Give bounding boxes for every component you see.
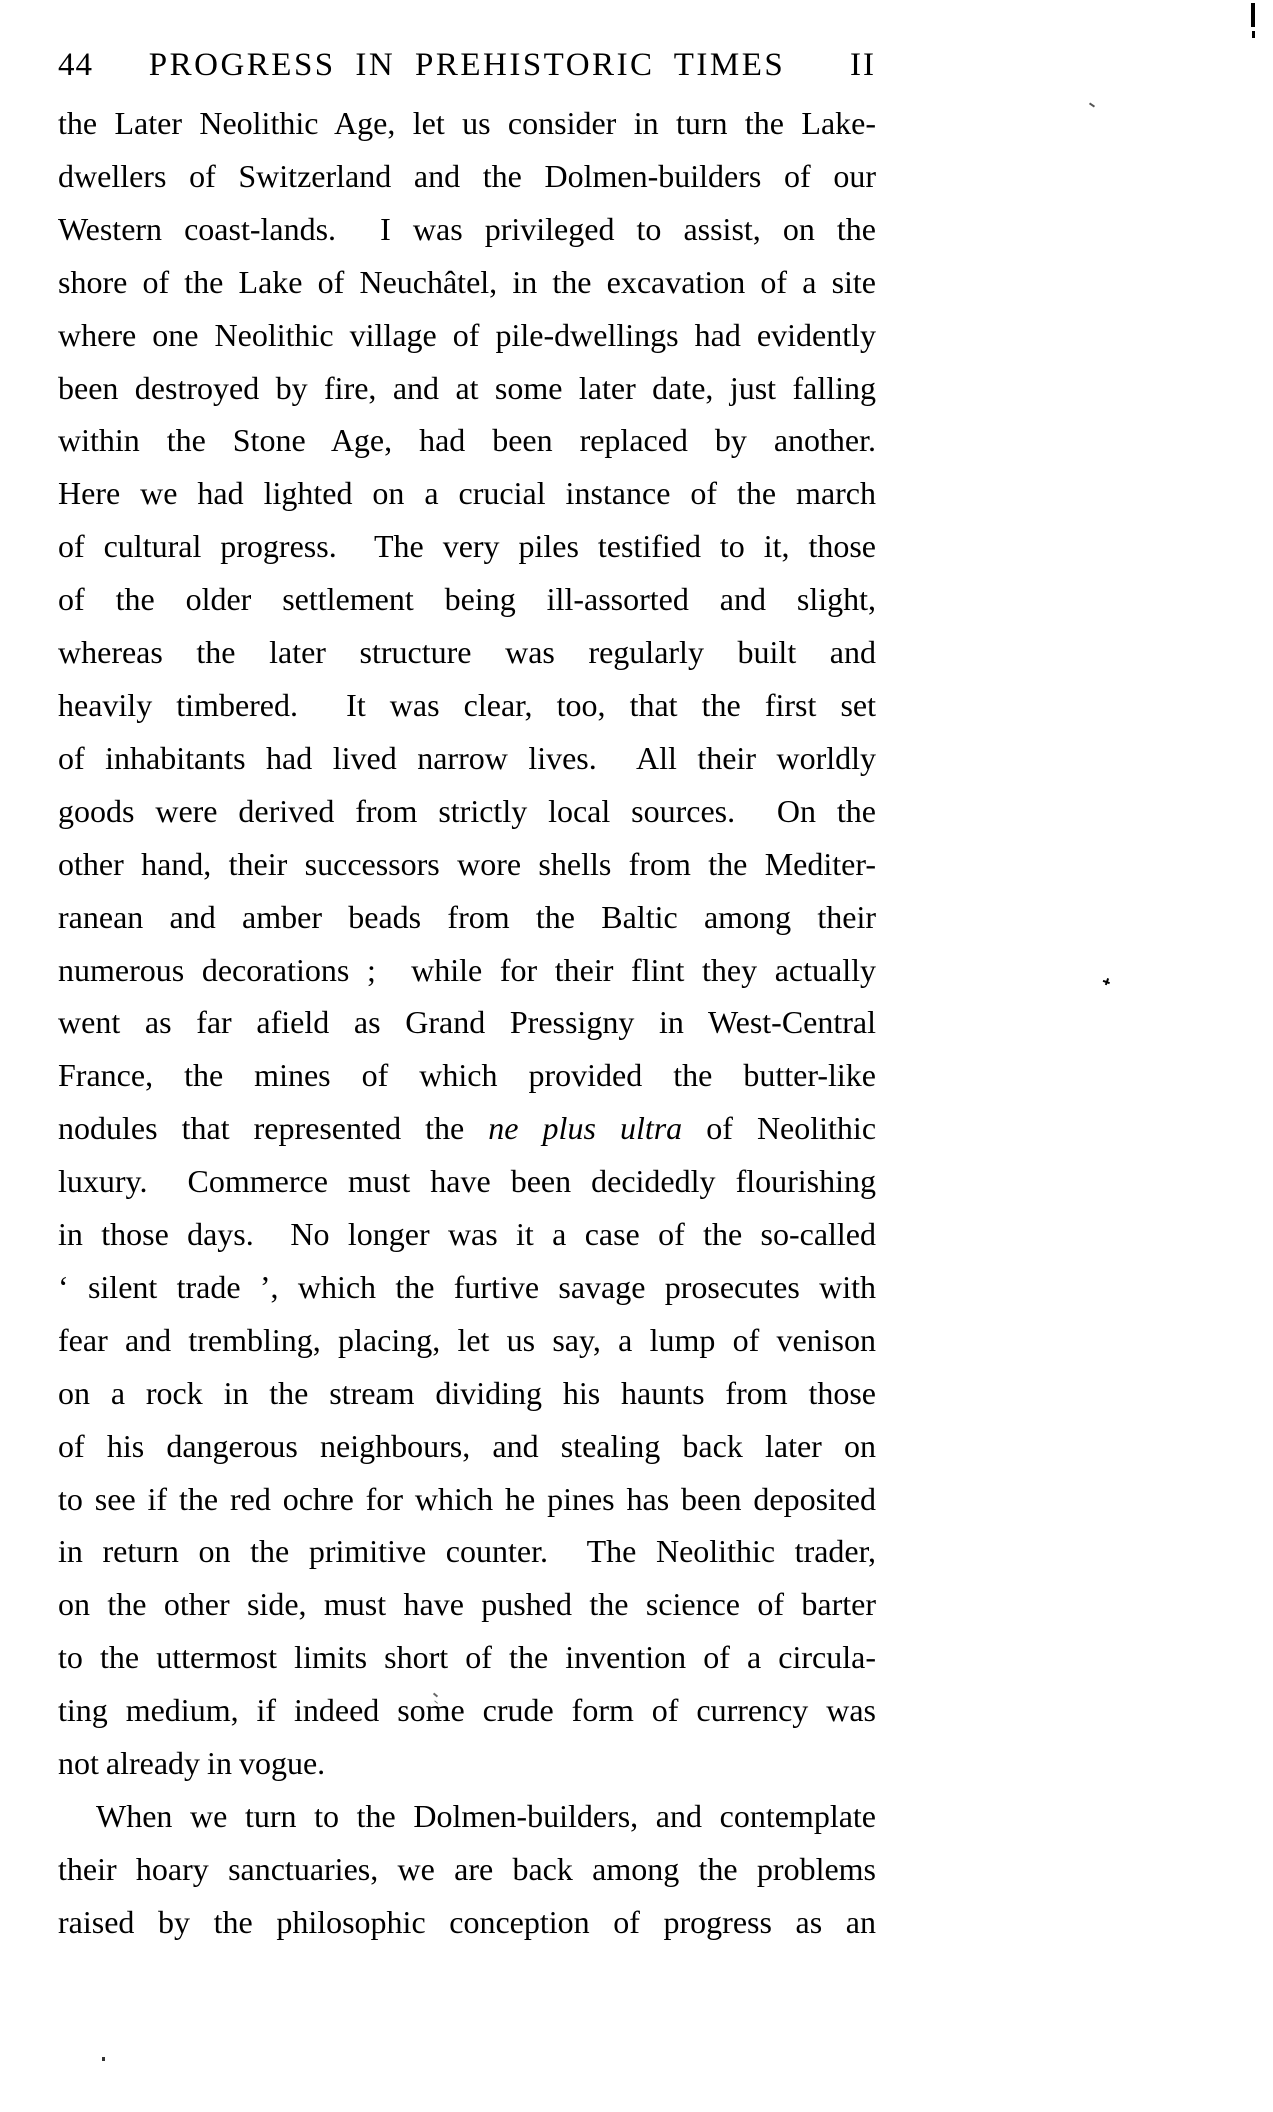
text-line (58, 362, 876, 415)
text-line (58, 309, 876, 362)
text-line (58, 1790, 876, 1843)
text-segment: of Neolithic (682, 1110, 877, 1147)
text-line (58, 1896, 876, 1949)
text-segment: heavily timbered. It was clear, too, that the first set (58, 686, 876, 723)
scan-artifact-dot (102, 2057, 105, 2061)
text-line (58, 1049, 876, 1102)
text-line (58, 1473, 876, 1526)
text-line (58, 679, 876, 732)
text-segment: numerous decorations ; while for their flint they actually (58, 951, 876, 988)
text-line (58, 1420, 876, 1473)
text-segment: their hoary sanctuaries, we are back among the problems (58, 1850, 876, 1887)
text-line (58, 520, 876, 573)
text-line (58, 1684, 876, 1737)
text-line (58, 891, 876, 944)
text-segment: where one Neolithic village of pile-dwellings had evidently (58, 316, 876, 353)
text-segment: other hand, their successors wore shells from the Mediter- (58, 845, 876, 882)
text-line (58, 150, 876, 203)
text-segment: luxury. Commerce must have been decidedly flourishing (58, 1163, 876, 1200)
text-line (58, 1631, 876, 1684)
text-segment: whereas the later structure was regularly built and (58, 634, 876, 671)
text-line (58, 1525, 876, 1578)
text-segment: to the uttermost limits short of the invention of a circula- (58, 1639, 876, 1676)
text-segment: Western coast-lands. I was privileged to assist, on the (58, 210, 876, 247)
text-line (58, 838, 876, 891)
text-line (58, 626, 876, 679)
text-segment: in return on the primitive counter. The Neolithic trader, (58, 1533, 876, 1570)
text-line (58, 785, 876, 838)
text-segment: France, the mines of which provided the butter-like (58, 1057, 876, 1094)
text-segment: ‘ silent trade ’, which the furtive savage prosecutes with (58, 1268, 876, 1305)
text-line (58, 203, 876, 256)
text-line (58, 97, 876, 150)
page-number: 44 (58, 47, 93, 83)
chapter-numeral: II (850, 47, 876, 83)
text-line (58, 1578, 876, 1631)
text-segment: When we turn to the Dolmen-builders, and contemplate (96, 1798, 876, 1834)
text-line (58, 467, 876, 520)
text-line (58, 573, 876, 626)
running-header (58, 44, 876, 86)
body-text (58, 97, 876, 1949)
text-segment: fear and trembling, placing, let us say, a lump of venison (58, 1321, 876, 1358)
text-line (58, 996, 876, 1049)
text-line (58, 1367, 876, 1420)
text-segment: on the other side, must have pushed the science of barter (58, 1586, 876, 1623)
scan-artifact-tick (1089, 102, 1095, 107)
text-segment: the Later Neolithic Age, let us consider in turn the Lake- (58, 105, 876, 141)
text-segment: went as far afield as Grand Pressigny in West-Central (58, 1004, 876, 1041)
text-line (58, 1261, 876, 1314)
text-segment: to see if the red ochre for which he pines has been deposited (58, 1480, 876, 1517)
text-segment: of his dangerous neighbours, and stealing back later on (58, 1427, 876, 1464)
text-segment: Here we had lighted on a crucial instance of the march (58, 475, 876, 512)
text-segment: of the older settlement being ill-assorted and slight, (58, 581, 876, 618)
text-segment: nodules that represented the (58, 1110, 489, 1147)
text-line (58, 1102, 876, 1155)
text-line (58, 1843, 876, 1896)
scan-artifact-star-mark (1102, 977, 1111, 986)
text-segment: ting medium, if indeed some crude form of currency was (58, 1692, 876, 1729)
running-title: PROGRESS IN PREHISTORIC TIMES (148, 47, 786, 83)
text-line (58, 1155, 876, 1208)
text-segment: ranean and amber beads from the Baltic among their (58, 898, 876, 935)
text-line (58, 1208, 876, 1261)
text-line (58, 1737, 876, 1790)
text-line (58, 414, 876, 467)
text-segment: shore of the Lake of Neuchâtel, in the excavation of a site (58, 263, 876, 300)
text-segment: not already in vogue. (58, 1745, 326, 1782)
text-segment: within the Stone Age, had been replaced by another. (58, 422, 876, 459)
scan-artifact-exclamation-bar (1251, 3, 1255, 27)
scan-artifact-exclamation-dot (1252, 31, 1255, 38)
text-segment: in those days. No longer was it a case of the so-called (58, 1216, 876, 1253)
text-segment: raised by the philosophic conception of progress as an (58, 1903, 876, 1940)
text-line (58, 732, 876, 785)
text-line (58, 1314, 876, 1367)
text-line (58, 256, 876, 309)
text-segment: of cultural progress. The very piles testified to it, those (58, 528, 876, 565)
italic-phrase: ne plus ultra (488, 1110, 683, 1147)
text-segment: of inhabitants had lived narrow lives. All their worldly (58, 739, 876, 776)
text-segment: been destroyed by fire, and at some later date, just falling (58, 369, 876, 406)
text-segment: dwellers of Switzerland and the Dolmen-builders of our (58, 157, 876, 194)
text-segment: on a rock in the stream dividing his haunts from those (58, 1374, 876, 1411)
text-line (58, 944, 876, 997)
text-segment: goods were derived from strictly local sources. On the (58, 792, 876, 829)
page-content (58, 44, 876, 1949)
